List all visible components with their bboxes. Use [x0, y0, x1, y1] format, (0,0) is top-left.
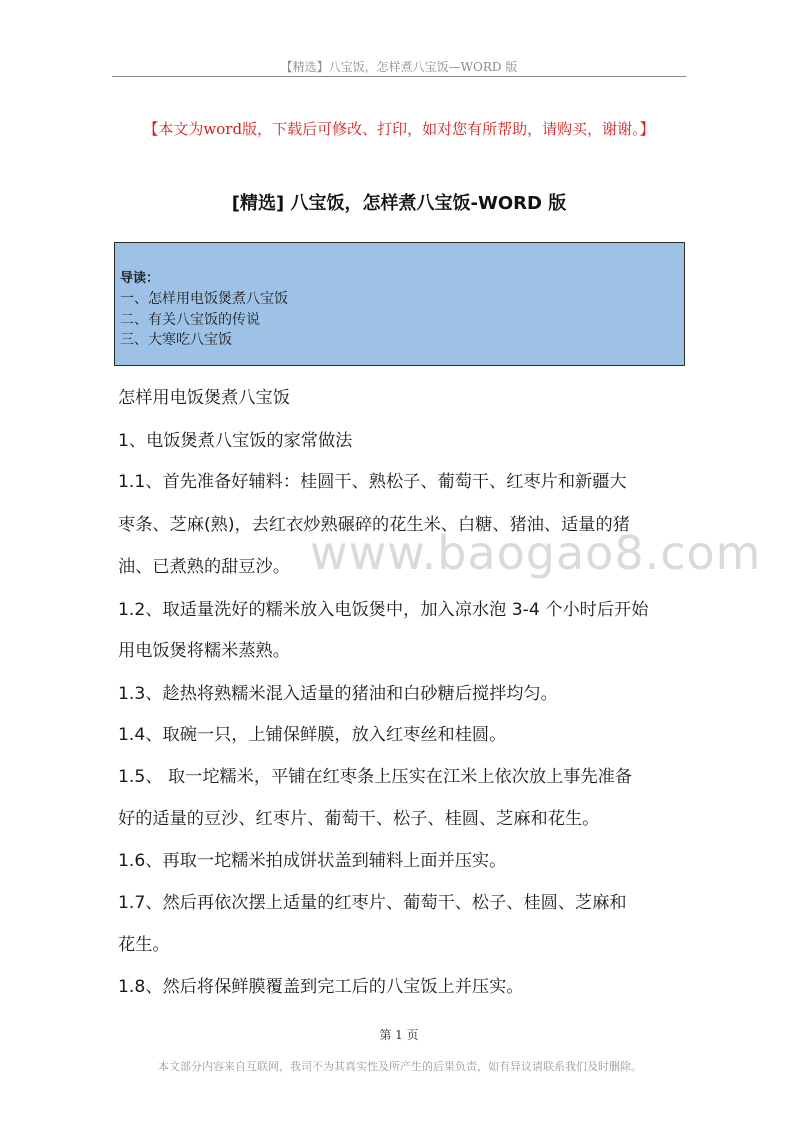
- document-title: [精选] 八宝饭，怎样煮八宝饭-WORD 版: [231, 193, 567, 214]
- body-line: 1.5、 取一坨糯米，平铺在红枣条上压实在江米上依次放上事先准备: [118, 767, 633, 787]
- guide-box: [114, 242, 685, 366]
- body-line: 花生。: [118, 935, 170, 955]
- header-divider: [112, 76, 686, 77]
- page-number: 第 1 页: [379, 1028, 419, 1042]
- body-line: 枣条、芝麻(熟)，去红衣炒熟碾碎的花生米、白糖、猪油、适量的猪: [118, 515, 630, 535]
- guide-label: 导读：: [120, 271, 160, 286]
- disclaimer-footer: 本文部分内容来自互联网，我司不为其真实性及所产生的后果负责，如有异议请联系我们及时删除。: [158, 1060, 642, 1073]
- section-heading: 怎样用电饭煲煮八宝饭: [118, 388, 290, 408]
- body-line: 1.8、然后将保鲜膜覆盖到完工后的八宝饭上并压实。: [118, 977, 524, 997]
- running-header: 【精选】八宝饭，怎样煮八宝饭—WORD 版: [280, 60, 518, 74]
- body-line: 好的适量的豆沙、红枣片、葡萄干、松子、桂圆、芝麻和花生。: [118, 809, 600, 829]
- body-line: 1.2、取适量洗好的糯米放入电饭煲中，加入凉水泡 3-4 个小时后开始: [118, 600, 649, 620]
- body-line: 1.1、首先准备好辅料：桂圆干、熟松子、葡萄干、红枣片和新疆大: [118, 472, 627, 492]
- body-line: 用电饭煲将糯米蒸熟。: [118, 641, 290, 661]
- guide-item: 一、怎样用电饭煲煮八宝饭: [120, 291, 288, 307]
- body-line: 油、已煮熟的甜豆沙。: [118, 557, 290, 577]
- guide-item: 三、大寒吃八宝饭: [120, 332, 232, 348]
- guide-item: 二、有关八宝饭的传说: [120, 311, 260, 328]
- watermark: www.baogao8.com: [310, 526, 762, 580]
- body-line: 1.3、趁热将熟糯米混入适量的猪油和白砂糖后搅拌均匀。: [118, 684, 558, 704]
- body-line: 1.7、然后再依次摆上适量的红枣片、葡萄干、松子、桂圆、芝麻和: [118, 893, 627, 913]
- body-line: 1.6、再取一坨糯米拍成饼状盖到辅料上面并压实。: [118, 851, 507, 871]
- body-line: 1.4、取碗一只，上铺保鲜膜，放入红枣丝和桂圆。: [118, 725, 507, 745]
- subsection-heading: 1、电饭煲煮八宝饭的家常做法: [118, 431, 353, 451]
- purchase-notice: 【本文为word版，下载后可修改、打印，如对您有所帮助，请购买，谢谢。】: [143, 120, 655, 138]
